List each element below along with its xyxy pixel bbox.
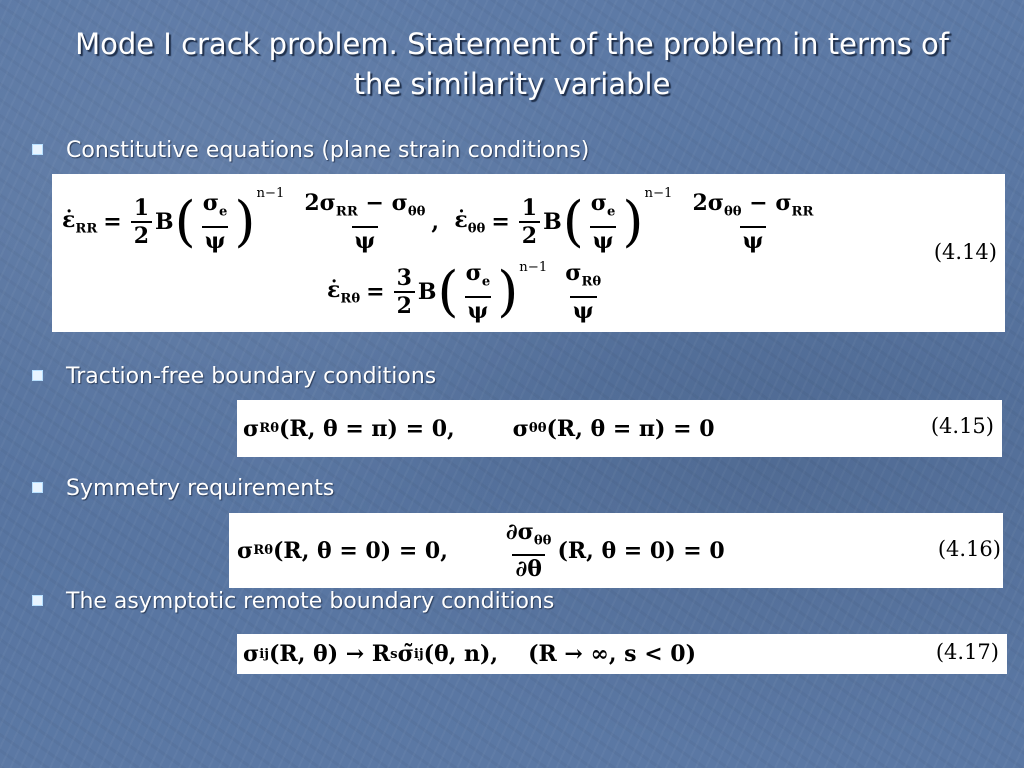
- equation-number: (4.16): [937, 537, 1001, 561]
- bullet-text: Symmetry requirements: [66, 476, 335, 501]
- equation-4-17: σ ij (R, θ) → R s σ̃ ij (θ, n), (R → ∞, s < 0) (4.17): [237, 634, 1007, 674]
- equation-4-15: σ Rθ (R, θ = π) = 0, σ θθ (R, θ = π) = 0 (4.15): [237, 400, 1002, 457]
- equation-number: (4.17): [935, 640, 999, 664]
- bullet-square-icon: [32, 144, 43, 155]
- title-line-1: Mode I crack problem. Statement of the problem in terms of: [75, 27, 949, 61]
- bullet-text: Constitutive equations (plane strain conditions): [66, 138, 590, 163]
- eq14-lhs2: $\varepsiloṅ_{\theta\theta}$: [454, 207, 486, 237]
- equation-4-14: $\varepsiloṅ_{RR}$ = $\frac{1}{2}$ B ( $\frac{\sigma_e}{\psi}$ ) $^{n-1}$ $\frac{2\sigma_{RR} - \sigma_{\theta\theta}}{\psi}$ , $\varepsiloṅ_{\theta\theta}$ = $\frac{1}{2}$ B ( $\frac{\sigma_e}{\psi}$ ) $^{n-1}$ $\frac{2\sigma_{\theta\theta} - \sigma_{RR}}{\psi}$ (4.14) $\varepsiloṅ_{R\theta}$ = $\frac{3}{2}$ B ( $\frac{\sigma_e}{\psi}$ ) $^{n-1}$ $\frac{\sigma_{R\theta}}{\psi}$: [52, 174, 1005, 332]
- equation-4-16: σ Rθ (R, θ = 0) = 0, $\frac{\partial\sigma_{\theta\theta}}{\partial\theta}$ (R, θ = 0) = 0 (4.16): [229, 513, 1003, 588]
- bullet-constitutive: [32, 138, 589, 163]
- equation-number: (4.14): [933, 240, 997, 264]
- bullet-square-icon: [32, 595, 43, 606]
- bullet-square-icon: [32, 482, 43, 493]
- bullet-traction-free: [32, 364, 436, 389]
- bullet-symmetry: [32, 476, 334, 501]
- eq14-lhs3: $\varepsiloṅ_{R\theta}$: [327, 277, 361, 307]
- bullet-text: The asymptotic remote boundary conditions: [66, 589, 555, 614]
- bullet-square-icon: [32, 370, 43, 381]
- slide-title: [0, 24, 1024, 104]
- bullet-text: Traction-free boundary conditions: [66, 364, 437, 389]
- eq14-lhs1: $\varepsiloṅ_{RR}$: [62, 207, 98, 237]
- equation-number: (4.15): [930, 414, 994, 438]
- bullet-asymptotic: [32, 589, 554, 614]
- title-line-2: the similarity variable: [353, 67, 671, 101]
